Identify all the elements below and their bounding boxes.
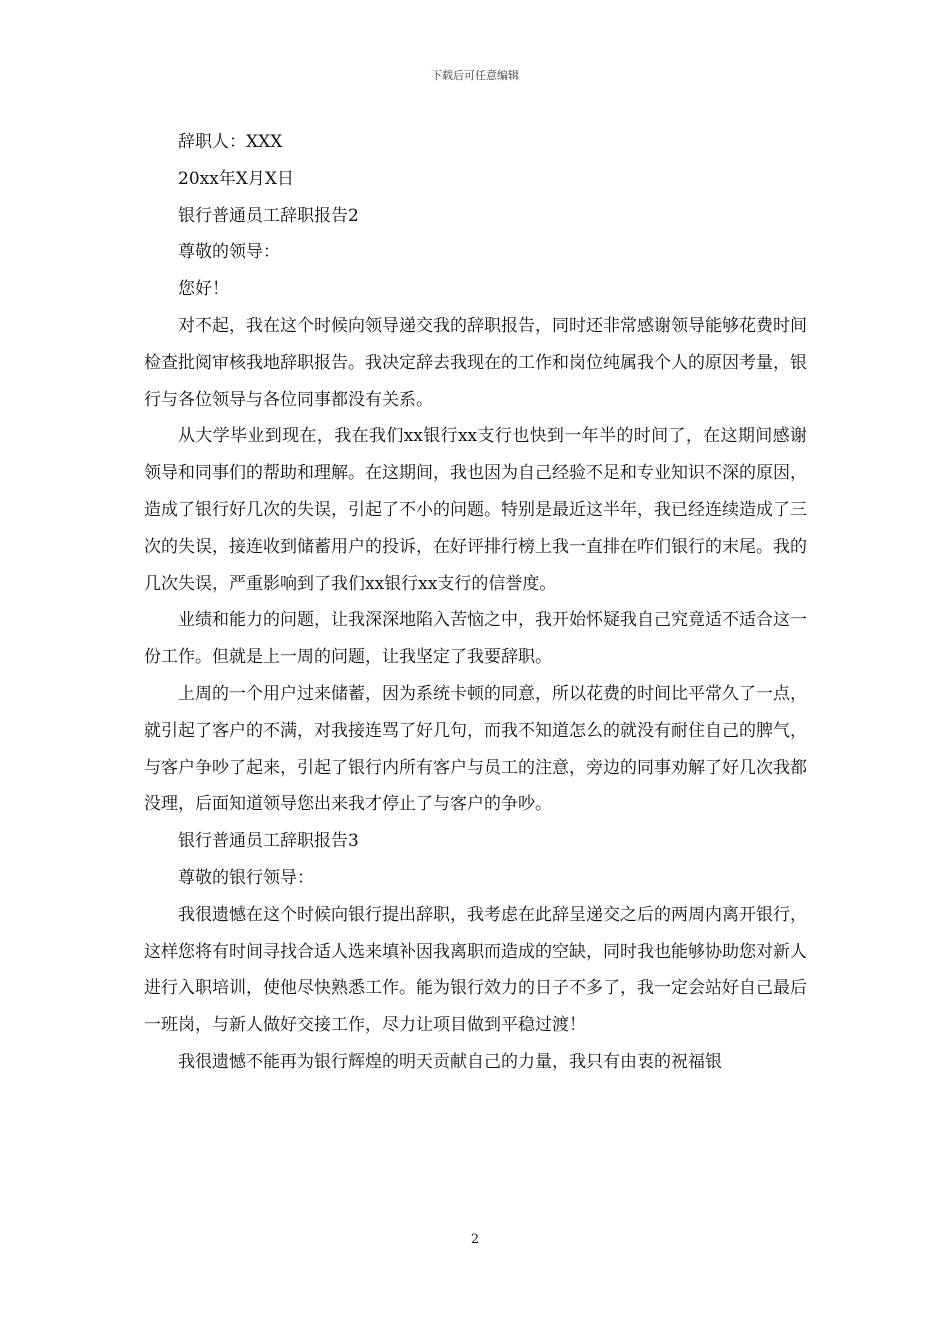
page-header-note: 下载后可任意编辑 [431, 69, 519, 82]
date-line: 20xx年X月X日 [178, 168, 295, 189]
report3-paragraph-2: 我很遗憾不能再为银行辉煌的明天贡献自己的力量，我只有由衷的祝福银 [178, 1051, 722, 1072]
report2-paragraph-3: 业绩和能力的问题，让我深深地陷入苦恼之中，我开始怀疑我自己究竟适不适合这一份工作。但就是上一周的问题，让我坚定了我要辞职。 [144, 610, 807, 668]
report2-paragraph-4: 上周的一个用户过来储蓄，因为系统卡顿的同意，所以花费的时间比平常久了一点，就引起了客户的不满，对我接连骂了好几句，而我不知道怎么的就没有耐住自己的脾气，与客户争吵了起来，引起了银行内所有客户与员工的注意，旁边的同事劝解了好几次我都没理，后面知道领导您出来我才停止了与客户的争吵。 [144, 683, 807, 815]
report2-greeting: 您好！ [178, 279, 229, 300]
report2-paragraph-2: 从大学毕业到现在，我在我们xx银行xx支行也快到一年半的时间了，在这期间感谢领导和同事们的帮助和理解。在这期间，我也因为自己经验不足和专业知识不深的原因，造成了银行好几次的失误，引起了不小的问题。特别是最近这半年，我已经连续造成了三次的失误，接连收到储蓄用户的投诉，在好评排行榜上我一直排在咋们银行的末尾。我的几次失误，严重影响到了我们xx银行xx支行的信誉度。 [144, 426, 807, 594]
report2-paragraph-1: 对不起，我在这个时候向领导递交我的辞职报告，同时还非常感谢领导能够花费时间检查批阅审核我地辞职报告。我决定辞去我现在的工作和岗位纯属我个人的原因考量，银行与各位领导与各位同事都没有关系。 [144, 315, 807, 410]
report3-title: 银行普通员工辞职报告3 [178, 831, 359, 852]
report2-salutation: 尊敬的领导： [178, 242, 280, 263]
report3-paragraph-1: 我很遗憾在这个时候向银行提出辞职，我考虑在此辞呈递交之后的两周内离开银行，这样您将有时间寻找合适人选来填补因我离职而造成的空缺，同时我也能够协助您对新人进行入职培训，使他尽快熟悉工作。能为银行效力的日子不多了，我一定会站好自己最后一班岗，与新人做好交接工作，尽力让项目做到平稳过渡！ [144, 904, 807, 1036]
signer-line: 辞职人：XXX [178, 132, 283, 152]
document-body [144, 124, 807, 1081]
page-number: 2 [470, 1232, 480, 1247]
report2-title: 银行普通员工辞职报告2 [178, 205, 359, 226]
report3-salutation: 尊敬的银行领导： [178, 867, 314, 888]
